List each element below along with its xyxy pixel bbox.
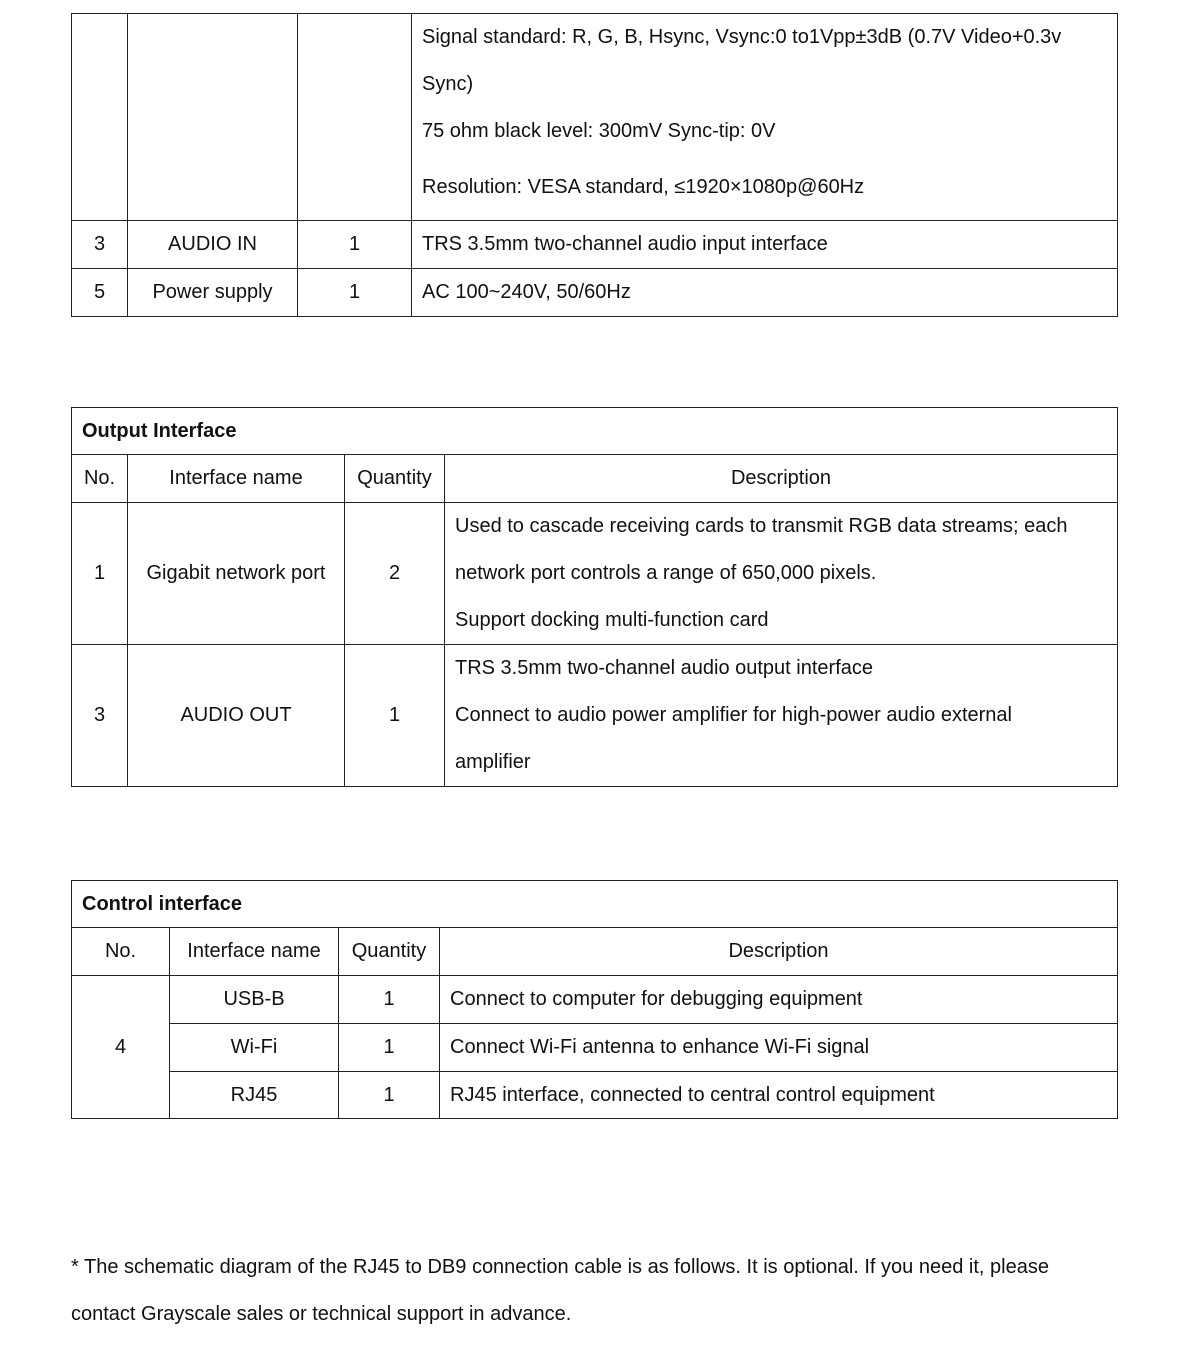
table-header-row [72, 928, 1118, 976]
desc-line: amplifier [455, 751, 531, 773]
table-row [72, 269, 1118, 317]
table-title: Control interface [72, 881, 1118, 928]
desc-line: Sync) [422, 73, 474, 95]
desc-line: Used to cascade receiving cards to transmit RGB data streams; each [455, 515, 1068, 537]
description-cell [445, 503, 1118, 645]
description-cell: AC 100~240V, 50/60Hz [412, 269, 1118, 317]
no-cell: 1 [72, 503, 128, 645]
qty-cell: 1 [345, 645, 445, 787]
desc-line: Resolution: VESA standard, ≤1920×1080p@60Hz [422, 176, 865, 198]
table-row [72, 14, 1118, 221]
group-no-cell: 4 [72, 976, 170, 1119]
name-cell: Gigabit network port [128, 503, 345, 645]
header-description: Description [445, 455, 1118, 503]
description-cell [445, 645, 1118, 787]
description-cell [412, 14, 1118, 221]
qty-cell [298, 14, 412, 221]
no-cell: 3 [72, 221, 128, 269]
header-interface-name: Interface name [128, 455, 345, 503]
table-title-row [72, 408, 1118, 455]
header-no: No. [72, 455, 128, 503]
header-quantity: Quantity [345, 455, 445, 503]
desc-line: TRS 3.5mm two-channel audio output interface [455, 657, 873, 679]
description-cell: Connect Wi-Fi antenna to enhance Wi-Fi signal [440, 1024, 1118, 1072]
no-cell: 5 [72, 269, 128, 317]
desc-line: Support docking multi-function card [455, 609, 769, 631]
table-title-row [72, 881, 1118, 928]
qty-cell: 1 [339, 1072, 440, 1119]
description-cell: Connect to computer for debugging equipment [440, 976, 1118, 1024]
footnote-line: contact Grayscale sales or technical support in advance. [71, 1303, 572, 1325]
desc-line: network port controls a range of 650,000 pixels. [455, 562, 877, 584]
header-no: No. [72, 928, 170, 976]
name-cell: AUDIO IN [128, 221, 298, 269]
table-title: Output Interface [72, 408, 1118, 455]
name-cell: AUDIO OUT [128, 645, 345, 787]
table-row [72, 503, 1118, 645]
table-row [72, 645, 1118, 787]
input-interface-table-continued [71, 13, 1118, 317]
table-row [72, 976, 1118, 1024]
name-cell [128, 14, 298, 221]
output-interface-table [71, 407, 1118, 787]
desc-line: Connect to audio power amplifier for high-power audio external [455, 704, 1012, 726]
name-cell: Power supply [128, 269, 298, 317]
table-header-row [72, 455, 1118, 503]
no-cell [72, 14, 128, 221]
header-interface-name: Interface name [170, 928, 339, 976]
desc-line: 75 ohm black level: 300mV Sync-tip: 0V [422, 120, 776, 142]
footnote [71, 1244, 1121, 1338]
qty-cell: 1 [339, 976, 440, 1024]
name-cell: RJ45 [170, 1072, 339, 1119]
footnote-line: * The schematic diagram of the RJ45 to DB9 connection cable is as follows. It is optional. If you need it, please [71, 1256, 1049, 1278]
table-row [72, 221, 1118, 269]
description-cell: RJ45 interface, connected to central control equipment [440, 1072, 1118, 1119]
qty-cell: 1 [339, 1024, 440, 1072]
control-interface-table [71, 880, 1118, 1119]
table-row [72, 1024, 1118, 1072]
qty-cell: 1 [298, 221, 412, 269]
qty-cell: 1 [298, 269, 412, 317]
no-cell: 3 [72, 645, 128, 787]
desc-line: Signal standard: R, G, B, Hsync, Vsync:0 to1Vpp±3dB (0.7V Video+0.3v [422, 26, 1062, 48]
name-cell: Wi-Fi [170, 1024, 339, 1072]
table-row [72, 1072, 1118, 1119]
name-cell: USB-B [170, 976, 339, 1024]
header-description: Description [440, 928, 1118, 976]
header-quantity: Quantity [339, 928, 440, 976]
description-cell: TRS 3.5mm two-channel audio input interface [412, 221, 1118, 269]
qty-cell: 2 [345, 503, 445, 645]
